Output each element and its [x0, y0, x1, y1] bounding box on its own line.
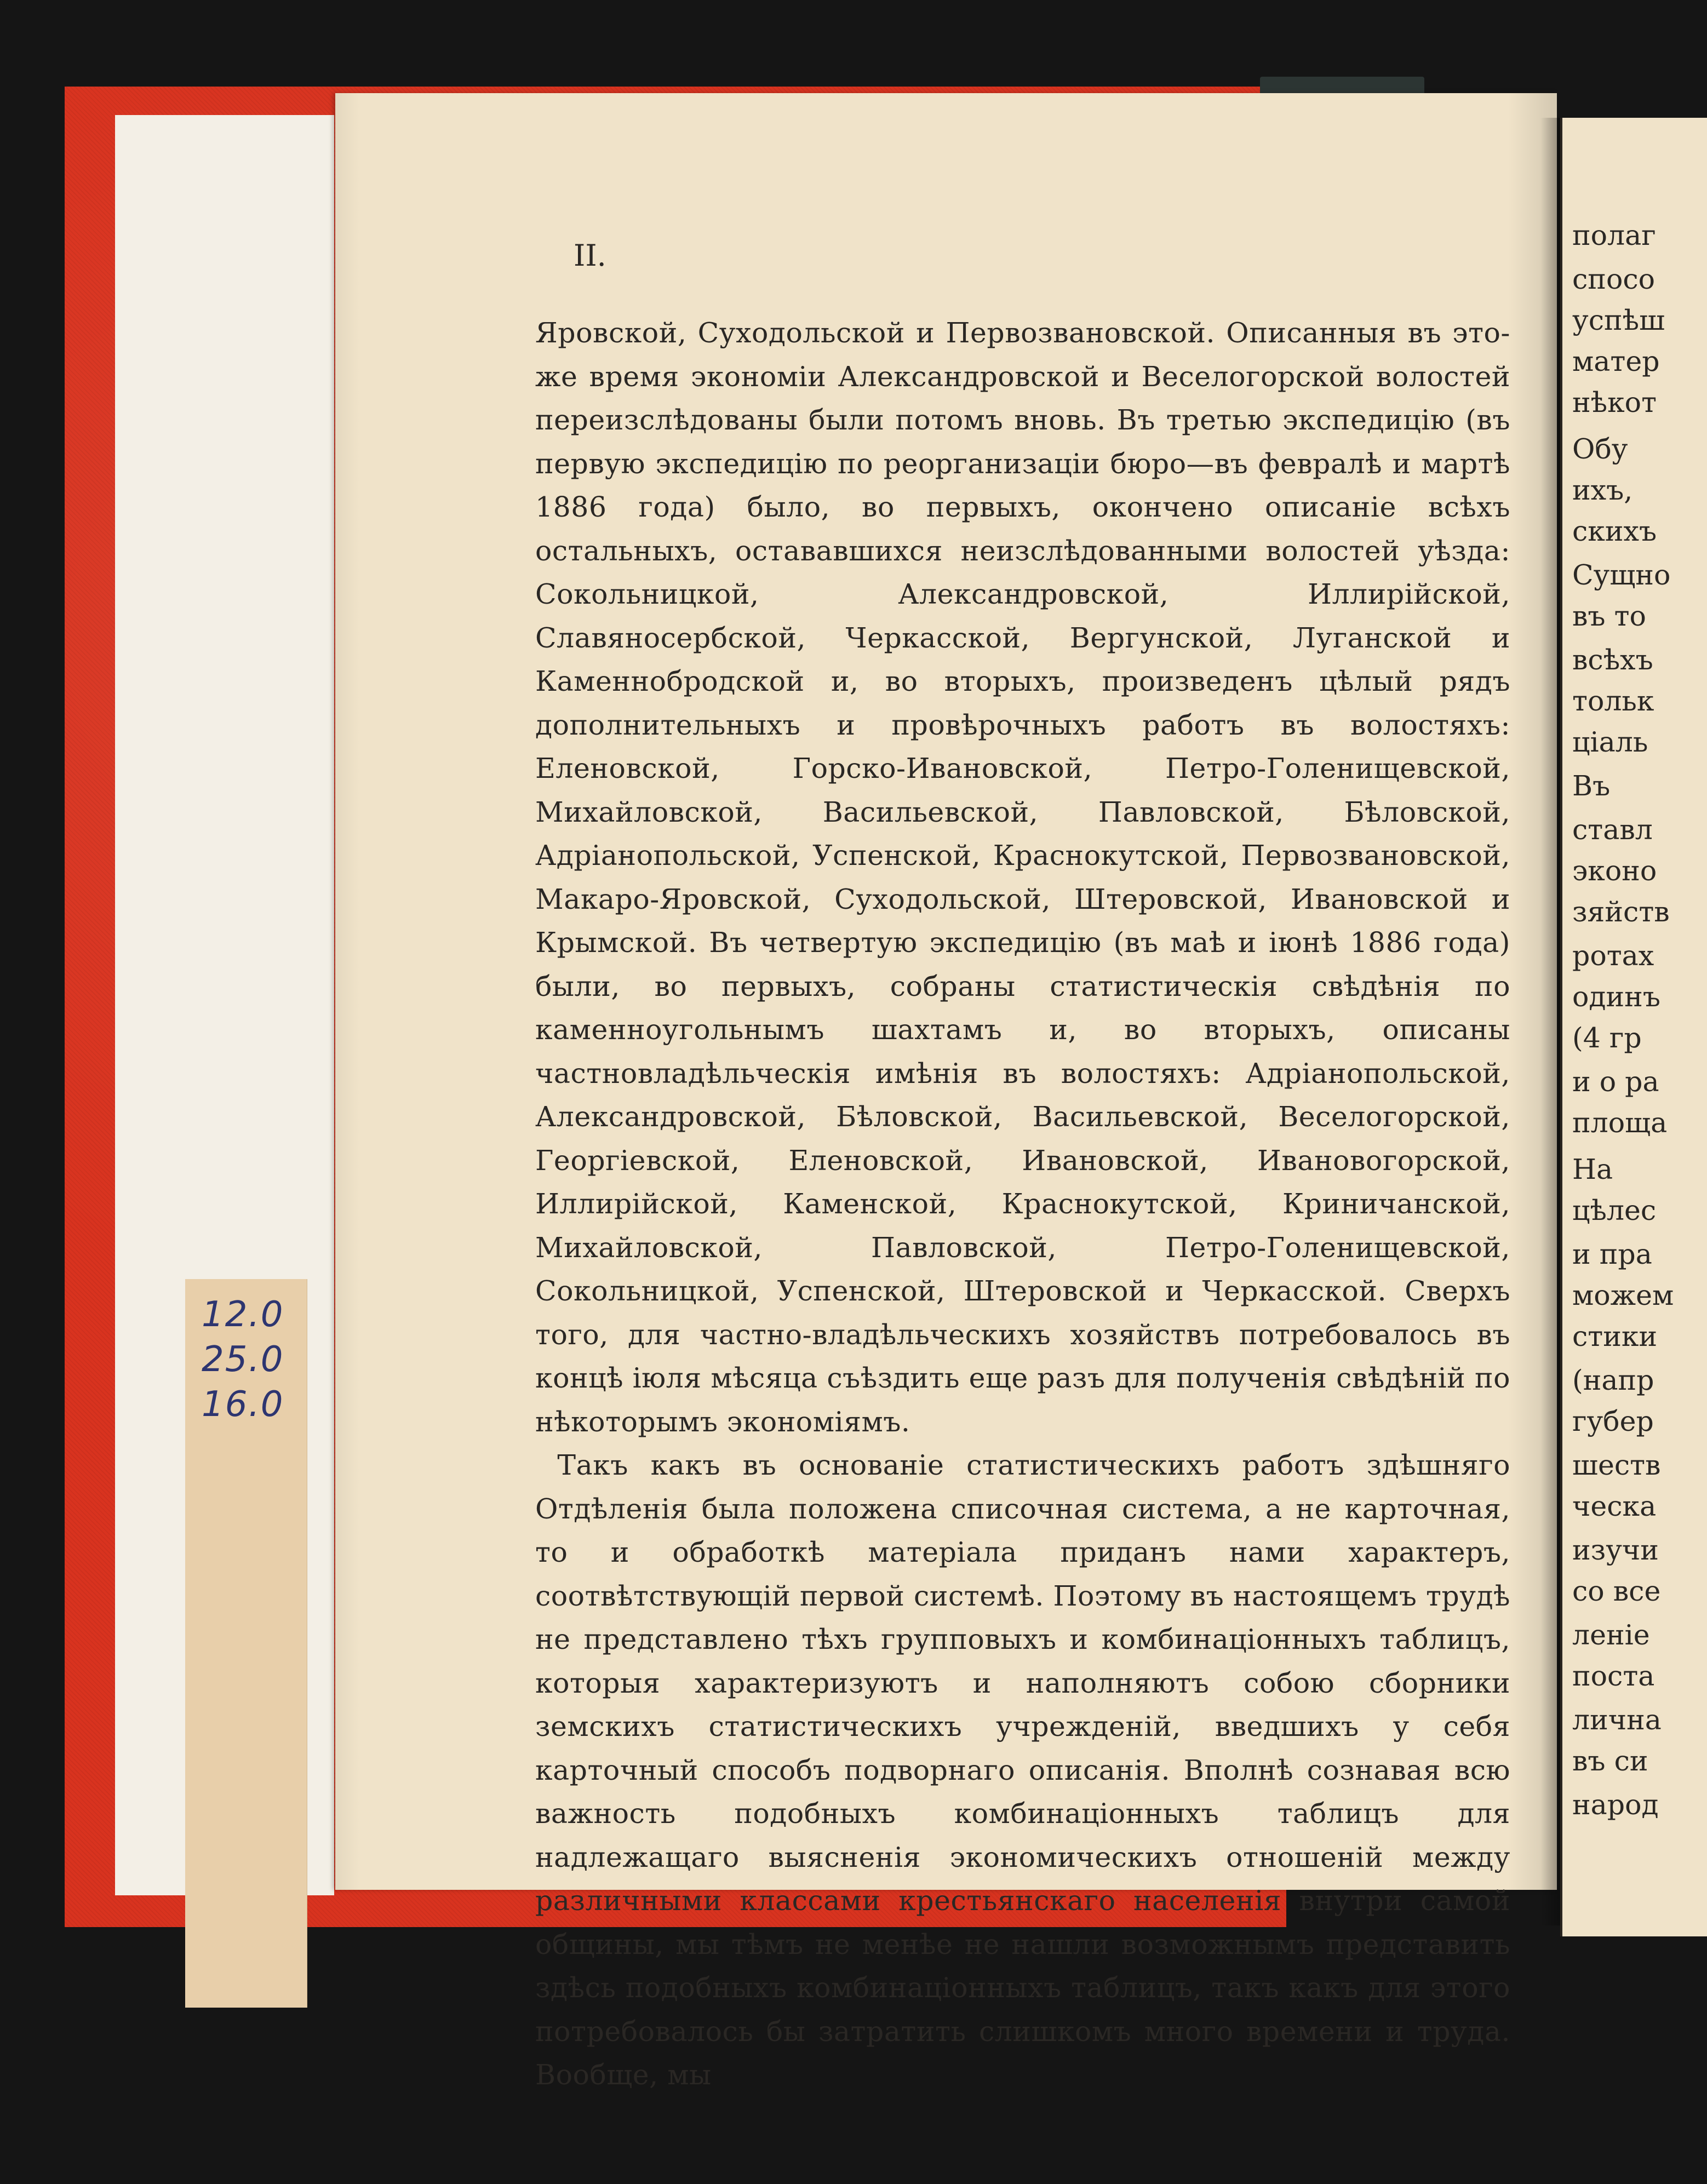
facing-page-line: шеств: [1572, 1449, 1661, 1481]
facing-page-line: одинъ: [1572, 981, 1660, 1013]
facing-page-line: ихъ,: [1572, 474, 1633, 506]
facing-page-line: На: [1572, 1153, 1613, 1185]
facing-page-line: нѣкот: [1572, 386, 1657, 419]
slip-number-2: 25.0: [202, 1339, 284, 1380]
facing-page-line: въ то: [1572, 600, 1646, 632]
facing-page-line: въ си: [1572, 1745, 1648, 1777]
facing-page-line: и о ра: [1572, 1065, 1659, 1098]
facing-page-line: цѣлес: [1572, 1194, 1657, 1226]
facing-page-line: ческа: [1572, 1490, 1657, 1522]
slip-number-1: 12.0: [202, 1294, 284, 1335]
book-page: [335, 93, 1557, 2091]
facing-page-line: ціаль: [1572, 726, 1648, 758]
facing-page-line: народ: [1572, 1789, 1659, 1821]
facing-page-line: губер: [1572, 1405, 1654, 1437]
facing-page-line: полаг: [1572, 219, 1656, 251]
page-body: [535, 311, 1510, 2097]
facing-page-line: площа: [1572, 1107, 1668, 1139]
facing-page-line: и пра: [1572, 1238, 1652, 1270]
facing-page-line: леніе: [1572, 1619, 1650, 1651]
facing-page-line: стики: [1572, 1320, 1658, 1352]
facing-page-line: Въ: [1572, 770, 1611, 802]
facing-page-line: скихъ: [1572, 515, 1657, 547]
slip-number-3: 16.0: [202, 1384, 284, 1425]
facing-page-line: ставл: [1572, 813, 1653, 846]
facing-page-line: ротах: [1572, 939, 1654, 972]
facing-page-line: Обу: [1572, 433, 1628, 465]
facing-page-line: матер: [1572, 345, 1660, 377]
facing-page-line: тольк: [1572, 685, 1654, 717]
facing-page-line: со все: [1572, 1575, 1661, 1607]
facing-page-line: изучи: [1572, 1534, 1659, 1566]
facing-page: [1560, 118, 1707, 1936]
facing-page-line: (напр: [1572, 1364, 1654, 1396]
paragraph-1: Яровской, Суходольской и Первозвановской. Описанныя въ это-же время экономіи Александровской и Веселогорской волостей переизслѣдованы были потомъ вновь. Въ третью экспедицію (въ первую экспедицію по реорганизаціи бюро—въ февралѣ и мартѣ 1886 года) было, во первыхъ, окончено описаніе всѣхъ остальныхъ, остававшихся неизслѣдованными волостей уѣзда: Сокольницкой, Александровской, Иллирійской, Славяносербской, Черкасской, Вергунской, Луганской и Каменнобродской и, во вторыхъ, произведенъ цѣлый рядъ дополнительныхъ и провѣрочныхъ работъ въ волостяхъ: Еленовской, Горско-Ивановской, Петро-Голенищевской, Михайловской, Васильевской, Павловской, Бѣловской, Адріанопольской, Успенской, Краснокутской, Первозвановской, Макаро-Яровской, Суходольской, Штеровской, Ивановской и Крымской. Въ четвертую экспедицію (въ маѣ и іюнѣ 1886 года) были, во первыхъ, собраны статистическія свѣдѣнія по каменноугольнымъ шахтамъ и, во вторыхъ, описаны частновладѣльческія имѣнія въ волостяхъ: Адріанопольской, Александровской, Бѣловской, Васильевской, Веселогорской, Георгіевской, Еленовской, Ивановской, Ивановогорской, Иллирійской, Каменской, Краснокутской, Криничанской, Михайловской, Павловской, Петро-Голенищевской, Сокольницкой, Успенской, Штеровской и Черкасской. Сверхъ того, для частно-владѣльческихъ хозяйствъ потребовалось въ концѣ іюля мѣсяца съѣздить еще разъ для полученія свѣдѣній по нѣкоторымъ экономіямъ.: [535, 317, 1510, 1438]
facing-page-line: лична: [1572, 1704, 1662, 1736]
facing-page-line: можем: [1572, 1279, 1674, 1311]
gutter-shadow: [1540, 118, 1562, 1925]
page-number: II.: [574, 238, 606, 273]
facing-page-line: зяйств: [1572, 896, 1670, 928]
paragraph-2: Такъ какъ въ основаніе статистическихъ работъ здѣшняго Отдѣленія была положена списочная система, а не карточная, то и обработкѣ матеріала приданъ нами характеръ, соотвѣтствующій первой системѣ. Поэтому въ настоящемъ трудѣ не представлено тѣхъ групповыхъ и комбинаціонныхъ таблицъ, которыя характеризуютъ и наполняютъ собою сборники земскихъ статистическихъ учрежденій, введшихъ у себя карточный способъ подворнаго описанія. Вполнѣ сознавая всю важность подобныхъ комбинаціонныхъ таблицъ для надлежащаго выясненія экономическихъ отношеній между различными классами крестьянскаго населенія внутри самой общины, мы тѣмъ не менѣе не нашли возможнымъ представить здѣсь подобныхъ комбинаціонныхъ таблицъ, такъ какъ для этого потребовалось бы затратить слишкомъ много времени и труда. Вообще, мы: [535, 1449, 1510, 2091]
facing-page-line: спосо: [1572, 263, 1656, 295]
facing-page-line: поста: [1572, 1660, 1655, 1692]
facing-page-line: Сущно: [1572, 559, 1671, 591]
library-slip: [185, 1279, 307, 2008]
facing-page-line: всѣхъ: [1572, 644, 1653, 676]
facing-page-line: (4 гр: [1572, 1022, 1642, 1054]
facing-page-line: эконо: [1572, 855, 1657, 887]
facing-page-line: успѣш: [1572, 304, 1665, 336]
